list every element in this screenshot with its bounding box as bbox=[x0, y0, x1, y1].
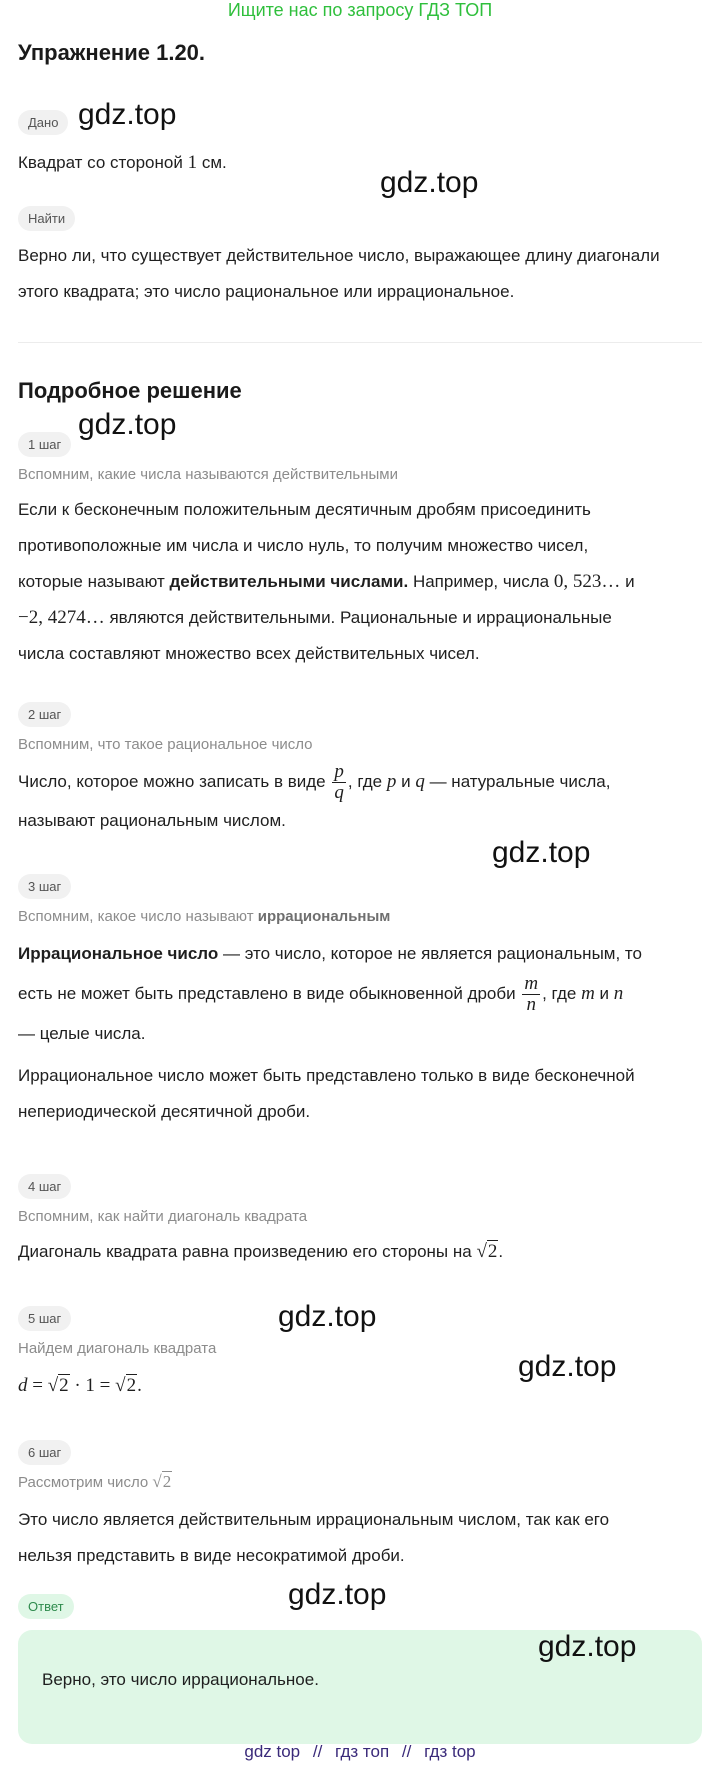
step5-sqrt-1: √2 bbox=[47, 1375, 69, 1396]
step1-hint: Вспомним, какие числа называются действительными bbox=[18, 466, 398, 483]
step6-line2: нельзя представить в виде несократимой дроби. bbox=[18, 1546, 405, 1565]
step6-line1: Это число является действительным иррациональным числом, так как его bbox=[18, 1510, 610, 1529]
watermark-2: gdz.top bbox=[380, 166, 479, 199]
step4-hint: Вспомним, как найти диагональ квадрата bbox=[18, 1208, 308, 1225]
step5-formula bbox=[18, 1368, 702, 1404]
given-chip: Дано bbox=[18, 110, 68, 135]
step4-chip: 4 шаг bbox=[18, 1174, 71, 1199]
step2-text bbox=[18, 762, 702, 839]
step6-chip: 6 шаг bbox=[18, 1440, 71, 1465]
answer-chip: Ответ bbox=[18, 1594, 74, 1619]
step1-number-2: −2, 4274… bbox=[18, 607, 105, 628]
step4-sqrt: √2 bbox=[476, 1241, 498, 1262]
watermark-8: gdz.top bbox=[538, 1630, 637, 1663]
step3-and: и bbox=[599, 984, 610, 1003]
step3-p1-c: , где bbox=[542, 984, 577, 1003]
step4-chip-wrap bbox=[18, 1174, 71, 1199]
footer-link-3[interactable]: гдз top bbox=[424, 1742, 476, 1761]
divider bbox=[18, 342, 702, 343]
find-chip: Найти bbox=[18, 206, 75, 231]
given-text-prefix: Квадрат со стороной bbox=[18, 153, 183, 172]
watermark-7: gdz.top bbox=[288, 1578, 387, 1611]
step2-hint: Вспомним, что такое рациональное число bbox=[18, 736, 313, 753]
find-text: Верно ли, что существует действительное число, выражающее длину диагонали этого квадрата; это число рациональное или иррациональное. bbox=[18, 246, 660, 301]
step2-line1-c: — натуральные числа, bbox=[429, 771, 611, 791]
answer-chip-wrap bbox=[18, 1594, 74, 1619]
step2-var-q: q bbox=[415, 770, 425, 792]
step3-hint-a: Вспомним, какое число называют bbox=[18, 908, 254, 925]
footer-sep-1: // bbox=[312, 1742, 323, 1761]
step6-radicand: 2 bbox=[162, 1472, 172, 1491]
step5-var-d: d bbox=[18, 1375, 28, 1396]
step3-p2-line1: Иррациональное число может быть представлено только в виде бесконечной bbox=[18, 1066, 635, 1085]
step3-bold-term: Иррациональное число bbox=[18, 944, 219, 963]
step2-line1 bbox=[18, 762, 702, 803]
step2-fraction-den: q bbox=[334, 782, 344, 803]
step1-text bbox=[18, 492, 702, 672]
step3-fraction-num: m bbox=[524, 973, 539, 995]
step1-and: и bbox=[625, 572, 635, 591]
step5-radicand-1: 2 bbox=[59, 1375, 69, 1396]
step3-hint bbox=[18, 908, 390, 925]
step2-chip-wrap bbox=[18, 702, 71, 727]
step3-chip-wrap bbox=[18, 874, 71, 899]
footer-links bbox=[0, 1742, 720, 1762]
step1-number-1: 0, 523… bbox=[553, 571, 621, 592]
step4-end: . bbox=[498, 1242, 504, 1261]
answer-text: Верно, это число иррациональное. bbox=[42, 1670, 319, 1689]
step3-p1-line2 bbox=[18, 972, 702, 1016]
step3-p2-line2: непериодической десятичной дроби. bbox=[18, 1102, 311, 1121]
step3-p1-line3: — целые числа. bbox=[18, 1024, 146, 1043]
step3-var-n: n bbox=[613, 983, 624, 1004]
step1-line1: Если к бесконечным положительным десятичным дробям присоединить bbox=[18, 500, 591, 519]
watermark-1: gdz.top bbox=[78, 98, 177, 131]
step2-chip: 2 шаг bbox=[18, 702, 71, 727]
step2-line2: называют рациональным числом. bbox=[18, 811, 286, 830]
step1-line5: числа составляют множество всех действительных чисел. bbox=[18, 644, 480, 663]
watermark-3: gdz.top bbox=[78, 408, 177, 441]
footer-link-2[interactable]: гдз топ bbox=[335, 1742, 390, 1761]
step5-chip: 5 шаг bbox=[18, 1306, 71, 1331]
step2-line1-a: Число, которое можно записать в виде bbox=[18, 771, 326, 791]
step2-var-p: p bbox=[386, 770, 397, 792]
step5-chip-wrap bbox=[18, 1306, 71, 1331]
step1-line4-b: являются действительными. Рациональные и иррациональные bbox=[109, 608, 612, 627]
step1-chip: 1 шаг bbox=[18, 432, 71, 457]
step6-hint bbox=[18, 1472, 172, 1492]
footer-link-1[interactable]: gdz top bbox=[244, 1742, 301, 1761]
step3-hint-bold: иррациональным bbox=[257, 908, 391, 925]
step3-p1-line1 bbox=[18, 936, 702, 972]
watermark-6: gdz.top bbox=[518, 1350, 617, 1383]
given-unit: см. bbox=[201, 153, 227, 172]
step1-line3-b: Например, числа bbox=[412, 572, 550, 591]
step6-chip-wrap bbox=[18, 1440, 71, 1465]
step4-text-main: Диагональ квадрата равна произведению его стороны на bbox=[18, 1242, 472, 1261]
top-banner: Ищите нас по запросу ГДЗ ТОП bbox=[227, 0, 493, 20]
step1-line3 bbox=[18, 564, 702, 600]
watermark-5: gdz.top bbox=[278, 1300, 377, 1333]
step1-bold-term: действительными числами. bbox=[169, 572, 409, 591]
step5-radicand-2: 2 bbox=[126, 1375, 137, 1396]
given-text bbox=[18, 145, 702, 181]
find-chip-wrap bbox=[18, 206, 75, 231]
step5-end: . bbox=[137, 1375, 142, 1396]
step4-text bbox=[18, 1234, 702, 1270]
step3-chip: 3 шаг bbox=[18, 874, 71, 899]
step2-line1-b: , где bbox=[347, 771, 383, 791]
step3-fraction bbox=[522, 974, 540, 1015]
step5-formula-mid: · 1 = bbox=[74, 1375, 111, 1396]
step1-chip-wrap bbox=[18, 432, 71, 457]
footer-sep-2: // bbox=[401, 1742, 412, 1761]
given-side-value: 1 bbox=[187, 152, 198, 173]
step5-equals: = bbox=[32, 1375, 43, 1396]
step1-line3-a: которые называют bbox=[18, 572, 165, 591]
watermark-4: gdz.top bbox=[492, 836, 591, 869]
step6-hint-text: Рассмотрим число bbox=[18, 1474, 149, 1491]
step3-fraction-den: n bbox=[526, 994, 536, 1016]
step3-p1-a: — это число, которое не является рациональным, то bbox=[223, 944, 642, 963]
step3-text bbox=[18, 936, 702, 1130]
step2-fraction-num: p bbox=[334, 761, 344, 782]
step1-line4 bbox=[18, 600, 702, 636]
step2-fraction bbox=[332, 762, 346, 803]
step1-line2: противоположные им числа и число нуль, то получим множество чисел, bbox=[18, 536, 589, 555]
solution-title: Подробное решение bbox=[18, 378, 242, 403]
step6-sqrt: √2 bbox=[152, 1472, 172, 1491]
given-chip-wrap bbox=[18, 110, 68, 135]
step5-hint: Найдем диагональ квадрата bbox=[18, 1340, 217, 1357]
step4-radicand: 2 bbox=[487, 1241, 498, 1262]
step3-var-m: m bbox=[581, 983, 595, 1004]
step5-sqrt-2: √2 bbox=[115, 1375, 137, 1396]
step3-p1-b: есть не может быть представлено в виде обыкновенной дроби bbox=[18, 984, 516, 1003]
exercise-title: Упражнение 1.20. bbox=[18, 40, 206, 65]
step2-and: и bbox=[401, 771, 411, 791]
step6-text bbox=[18, 1502, 702, 1574]
